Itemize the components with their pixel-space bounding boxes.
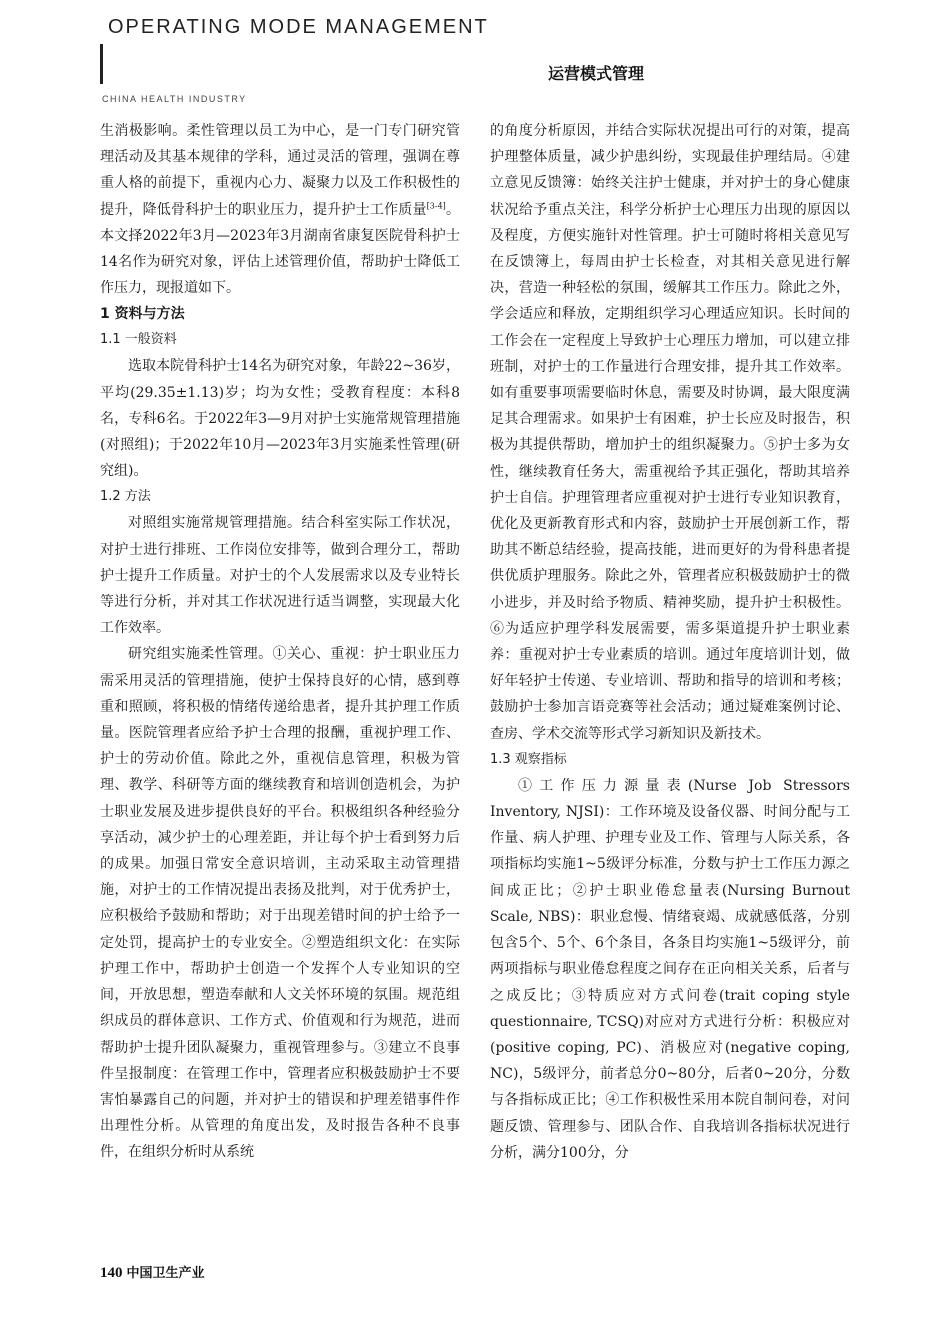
section-heading-1: 1 资料与方法 [100, 306, 185, 323]
paragraph-study-group: 研究组实施柔性管理。①关心、重视：护士职业压力需采用灵活的管理措施，使护士保持良好的心情，感到尊重和照顾，将积极的情绪传递给患者，提升其护理工作质量。医院管理者应给予护士合理的报酬，重视护理工作、护士的劳动价值。除此之外，重视信息管理，积极为管理、教学、科研等方面的继续教育和培训创造机会，为护士职业发展及进步提供良好的平台。积极组织各种经验分享活动，减少护士的心理差距，并让每个护士看到努力后的成果。加强日常安全意识培训，主动采取主动管理措施，对护士的工作情况提出表扬及批判，对于优秀护士，应积极给予鼓励和帮助；对于出现差错时间的护士给予一定处罚，提高护士的专业安全。②塑造组织文化：在实际护理工作中，帮助护士创造一个发挥个人专业知识的空间，开放思想，塑造奉献和人文关怀环境的氛围。规范组织成员的群体意识、工作方式、价值观和行为规范，进而帮助护士提升团队凝聚力，重视管理参与。③建立不良事件呈报制度：在管理工作中，管理者应积极鼓励护士不要害怕暴露自己的问题，并对护士的错误和护理差错事件作出理性分析。从管理的角度出发，及时报告各种不良事件，在组织分析时从系统 [100, 646, 460, 1161]
left-column [100, 118, 460, 1166]
page-footer [100, 1262, 205, 1282]
header-title-en: OPERATING MODE MANAGEMENT [108, 16, 489, 38]
page-header [100, 16, 860, 108]
section-heading-1-3: 1.3 观察指标 [490, 751, 567, 767]
intro-text-a: 生消极影响。柔性管理以员工为中心，是一门专门研究管理活动及其基本规律的学科，通过灵活的管理，强调在尊重人格的前提下，重视内心力、凝聚力以及工作积极性的提升，降低骨科护士的职业压力，提升护士工作质量 [100, 123, 460, 218]
paragraph-general-info: 选取本院骨科护士14名为研究对象，年龄22~36岁，平均(29.35±1.13)岁；均为女性；受教育程度：本科8名，专科6名。于2022年3—9月对护士实施常规管理措施(对照组)；于2022年10月—2023年3月实施柔性管理(研究组)。 [100, 358, 460, 480]
header-rule [100, 44, 103, 84]
paragraph-control-group: 对照组实施常规管理措施。结合科室实际工作状况，对护士进行排班、工作岗位安排等，做到合理分工，帮助护士提升工作质量。对护士的个人发展需求以及专业特长等进行分析，并对其工作状况进行适当调整，实现最大化工作效率。 [100, 515, 460, 637]
left-paragraph-intro [100, 118, 460, 301]
page-number: 140 [100, 1265, 123, 1281]
header-title-cn: 运营模式管理 [548, 64, 645, 83]
right-column [490, 118, 850, 1166]
journal-name: 中国卫生产业 [126, 1266, 205, 1281]
section-heading-1-1: 1.1 一般资料 [100, 332, 177, 348]
citation-ref: [3-4] [426, 200, 446, 210]
paragraph-study-group-cont: 的角度分析原因，并结合实际状况提出可行的对策，提高护理整体质量，减少护患纠纷，实现最佳护理结局。④建立意见反馈簿：始终关注护士健康，并对护士的身心健康状况给予重点关注，科学分析护士心理压力出现的原因以及程度，方便实施针对性管理。护士可随时将相关意见写在反馈簿上，每周由护士长检查，对其相关意见进行解决，营造一种轻松的氛围，缓解其工作压力。除此之外，学会适应和释放，定期组织学习心理适应知识。长时间的工作会在一定程度上导致护士心理压力增加，可以建立排班制，对护士的工作量进行合理安排，提升其工作效率。如有重要事项需要临时休息，需要及时协调，最大限度满足其合理需求。如果护士有困难，护士长应及时报告，积极为其提供帮助，增加护士的组织凝聚力。⑤护士多为女性，继续教育任务大，需重视给予其正强化，帮助其培养护士自信。护理管理者应重视对护士进行专业知识教育，优化及更新教育形式和内容，鼓励护士开展创新工作，帮助其不断总结经验，提高技能，进而更好的为骨科患者提供优质护理服务。除此之外，管理者应积极鼓励护士的微小进步，并及时给予物质、精神奖励，提升护士积极性。⑥为适应护理学科发展需要，需多渠道提升护士职业素养：重视对护士专业素质的培训。通过年度培训计划，做好年轻护士传递、专业培训、帮助和指导的培训和考核；鼓励护士参加言语竞赛等社会活动；通过疑难案例讨论、查房、学术交流等形式学习新知识及新技术。 [490, 123, 850, 742]
section-heading-1-2: 1.2 方法 [100, 489, 151, 505]
header-subtitle: CHINA HEALTH INDUSTRY [102, 94, 247, 104]
paragraph-indicators: ①工作压力源量表(Nurse Job Stressors Inventory, NJSI)：工作环境及设备仪器、时间分配与工作量、病人护理、护理专业及工作、管理与人际关系，各项指标均实施1~5级评分标准，分数与护士工作压力源之间成正比；②护士职业倦怠量表(Nursing Burnout Scale, NBS)：职业怠慢、情绪衰竭、成就感低落，分别包含5个、5个、6个条目，各条目均实施1~5级评分，前两项指标与职业倦怠程度之间存在正向相关关系，后者与之成反比；③特质应对方式问卷(trait coping style questionnaire, TCSQ)对应对方式进行分析：积极应对(positive coping, PC)、消极应对(negative coping, NC)，5级评分，前者总分0~80分，后者0~20分，分数与各指标成正比；④工作积极性采用本院自制问卷，对问题反馈、管理参与、团队合作、自我培训各指标状况进行分析，满分100分，分 [490, 777, 850, 1161]
intro-text-b: 。本文择2022年3月—2023年3月湖南省康复医院骨科护士14名作为研究对象，评估上述管理价值，帮助护士降低工作压力，现报道如下。 [100, 201, 460, 297]
